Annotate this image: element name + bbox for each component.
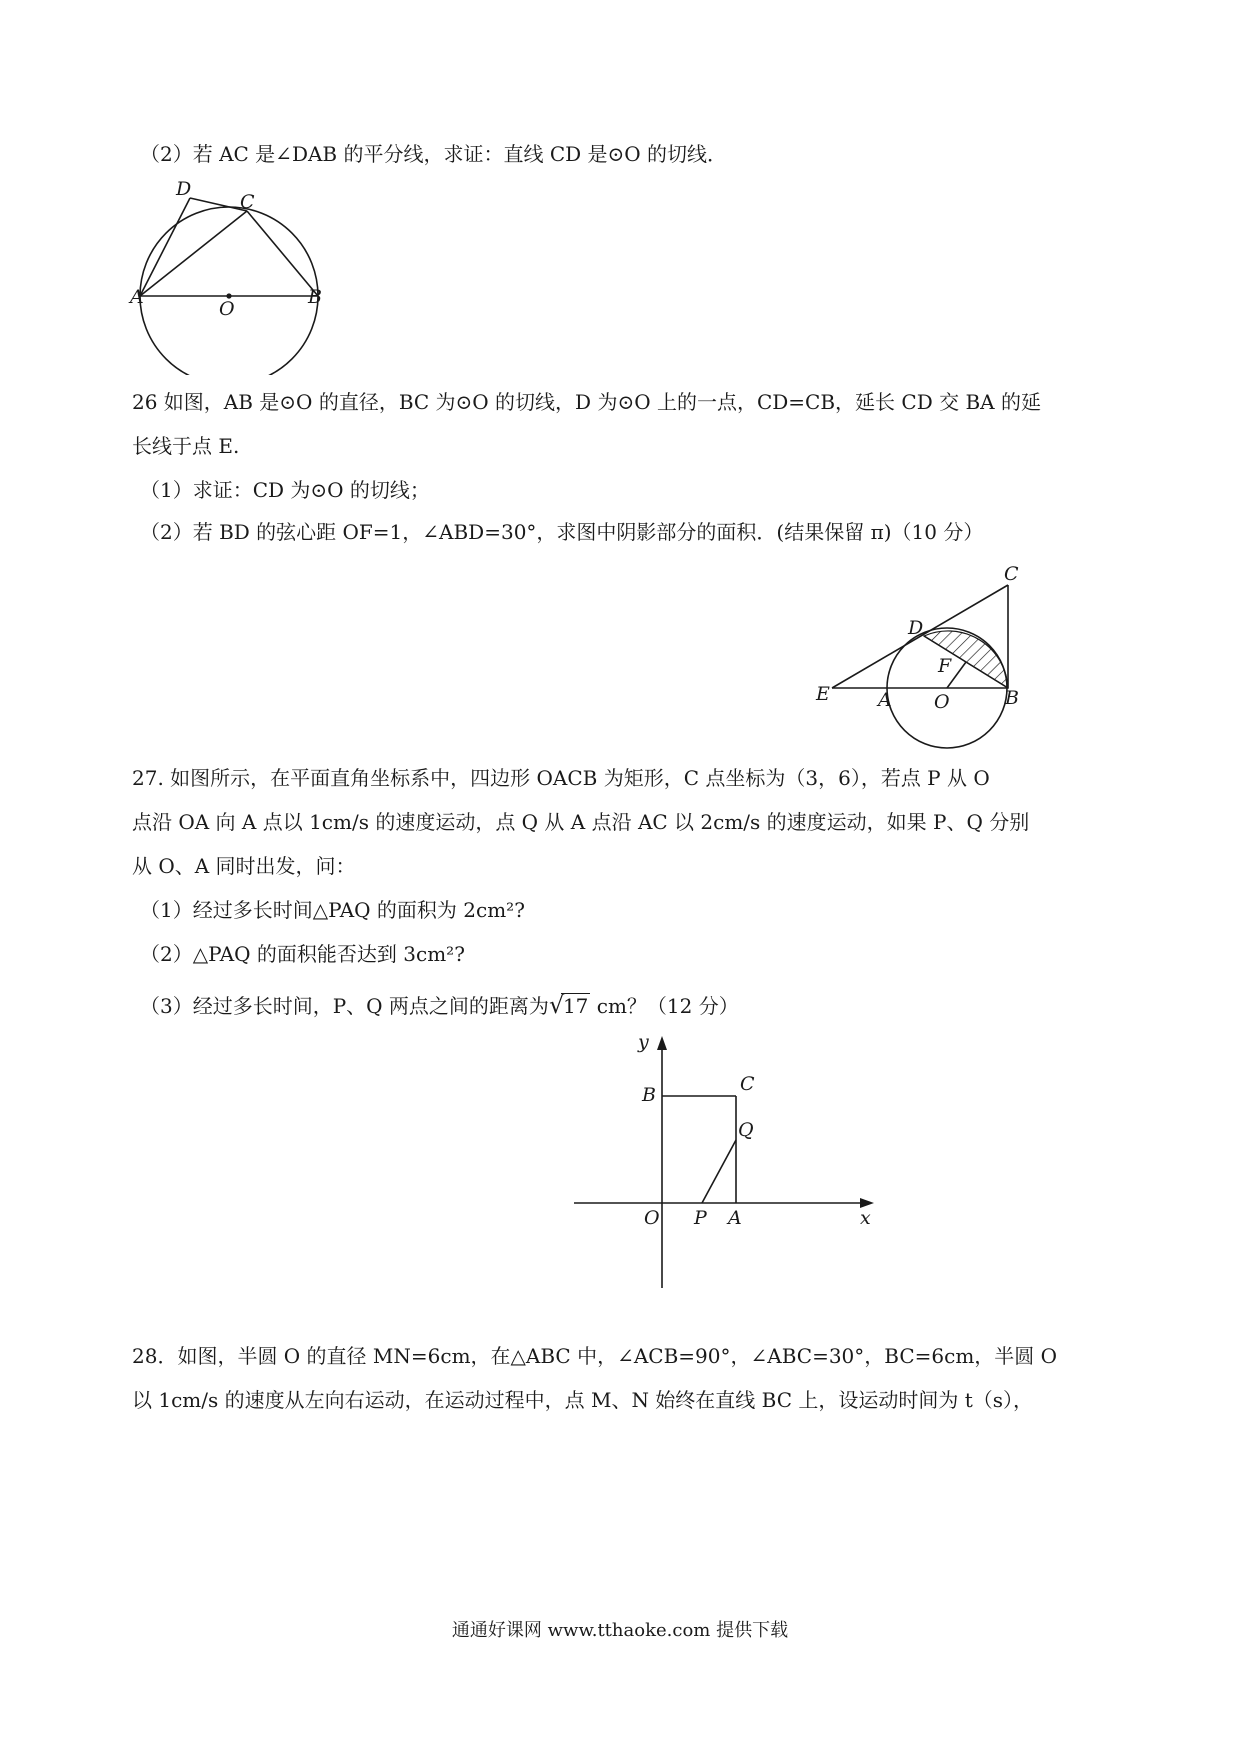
q27-label-o: O	[644, 1207, 660, 1229]
q25-figure	[128, 175, 368, 375]
q25-label-d: D	[176, 178, 192, 200]
q27-part3	[140, 992, 739, 1020]
q26-part2: （2）若 BD 的弦心距 OF=1，∠ABD=30°，求图中阴影部分的面积．(结果保留 π)（10 分）	[140, 520, 984, 544]
q26-label-o: O	[934, 691, 950, 713]
q28-stem-line1: 28．如图，半圆 O 的直径 MN=6cm，在△ABC 中，∠ACB=90°，∠ABC=30°，BC=6cm，半圆 O	[132, 1344, 1058, 1368]
page-footer: 通通好课网 www.tthaoke.com 提供下载	[451, 1620, 789, 1641]
q27-label-x: x	[860, 1207, 871, 1229]
q26-label-b: B	[1005, 687, 1019, 709]
q25-label-b: B	[308, 286, 322, 308]
q26-label-e: E	[816, 683, 830, 705]
q27-part2: （2）△PAQ 的面积能否达到 3cm²?	[140, 942, 465, 966]
q25-label-c: C	[240, 191, 255, 213]
q25-part2: （2）若 AC 是∠DAB 的平分线，求证：直线 CD 是⊙O 的切线．	[140, 142, 728, 166]
q26-part1: （1）求证：CD 为⊙O 的切线；	[140, 478, 430, 502]
q26-label-f: F	[938, 655, 952, 677]
q26-label-d: D	[908, 617, 924, 639]
q26-figure	[808, 560, 1048, 760]
q27-part1: （1）经过多长时间△PAQ 的面积为 2cm²?	[140, 898, 525, 922]
q27-label-a: A	[728, 1207, 742, 1229]
q27-label-c: C	[740, 1073, 755, 1095]
sqrt-symbol: √ 17	[548, 991, 589, 1019]
q28-stem-line2: 以 1cm/s 的速度从左向右运动，在运动过程中，点 M、N 始终在直线 BC 上，设运动时间为 t（s），	[132, 1388, 1034, 1412]
q27-part3-after: cm？（12 分）	[590, 994, 739, 1018]
q25-label-a: A	[130, 286, 144, 308]
q26-label-c: C	[1004, 563, 1019, 585]
q26-stem-line1: 26 如图，AB 是⊙O 的直径，BC 为⊙O 的切线，D 为⊙O 上的一点，CD=CB，延长 CD 交 BA 的延	[132, 390, 1041, 414]
q27-stem-line3: 从 O、A 同时出发，问：	[132, 854, 356, 878]
q27-label-b: B	[642, 1084, 656, 1106]
q27-label-q: Q	[738, 1119, 754, 1141]
q27-stem-line2: 点沿 OA 向 A 点以 1cm/s 的速度运动，点 Q 从 A 点沿 AC 以 2cm/s 的速度运动，如果 P、Q 分别	[132, 810, 1030, 834]
q26-label-a: A	[878, 689, 892, 711]
q27-part3-before: （3）经过多长时间，P、Q 两点之间的距离为	[140, 994, 549, 1018]
q26-stem-line2: 长线于点 E.	[132, 434, 240, 458]
q27-coordinate-figure	[568, 1030, 888, 1300]
q27-stem-line1: 27. 如图所示，在平面直角坐标系中，四边形 OACB 为矩形，C 点坐标为（3，6），若点 P 从 O	[132, 766, 990, 790]
q27-part3-radicand: 17	[562, 994, 589, 1018]
q27-label-p: P	[694, 1207, 707, 1229]
q27-label-y: y	[638, 1031, 649, 1053]
q25-label-o: O	[219, 298, 235, 320]
